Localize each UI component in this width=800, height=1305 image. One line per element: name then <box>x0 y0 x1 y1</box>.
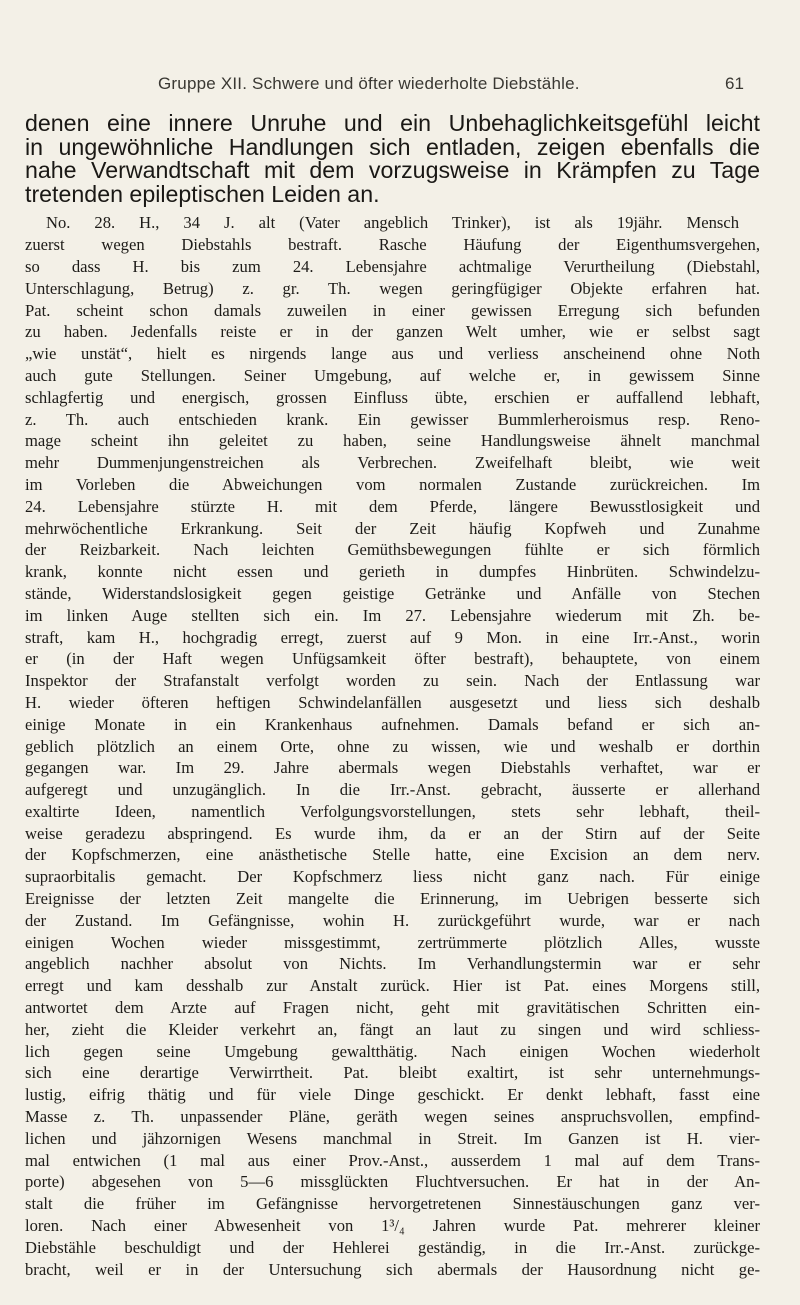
case-line: zu haben. Jedenfalls reiste er in der ganzen Welt umher, wie er selbst sagt <box>25 322 760 342</box>
case-line: loren. Nach einer Abwesenheit von 1³/₄ Jahren wurde Pat. mehrerer kleiner <box>25 1216 760 1236</box>
case-line: auch gute Stellungen. Seiner Umgebung, auf welche er, in gewissem Sinne <box>25 365 760 385</box>
lead-line: denen eine innere Unruhe und ein Unbehaglichkeitsgefühl leicht <box>25 110 760 136</box>
case-line: im Vorleben die Abweichungen vom normalen Zustande zurückreichen. Im <box>25 474 760 494</box>
running-title: Gruppe XII. Schwere und öfter wiederholte Diebstähle. <box>158 74 580 93</box>
lead-line: nahe Verwandtschaft mit dem vorzugsweise in Krämpfen zu Tage <box>25 157 760 184</box>
case-line: Unterschlagung, Betrug) z. gr. Th. wegen geringfügiger Objekte erfahren hat. <box>25 278 760 298</box>
case-line: her, zieht die Kleider verkehrt an, fängt an laut zu singen und wird schliess- <box>25 1019 760 1039</box>
case-line: schlagfertig und energisch, grossen Einfluss übte, erschien er auffallend lebhaft, <box>25 387 760 407</box>
case-line: mehr Dummenjungenstreichen als Verbrechen. Zweifelhaft bleibt, wie weit <box>25 453 760 473</box>
lead-paragraph <box>0 112 760 206</box>
case-line: einige Monate in ein Krankenhaus aufnehmen. Damals befand er sich an- <box>25 714 760 734</box>
case-line: exaltirte Ideen, namentlich Verfolgungsvorstellungen, stets sehr lebhaft, theil- <box>25 801 760 821</box>
case-line: mehrwöchentliche Erkrankung. Seit der Zeit häufig Kopfweh und Zunahme <box>25 518 760 538</box>
case-line: mal entwichen (1 mal aus einer Prov.-Anst., ausserdem 1 mal auf dem Trans- <box>25 1150 760 1170</box>
case-line: geblich plötzlich an einem Orte, ohne zu wissen, wie und weshalb er dorthin <box>25 736 760 756</box>
case-line: so dass H. bis zum 24. Lebensjahre achtmalige Verurtheilung (Diebstahl, <box>25 256 760 276</box>
lead-line: in ungewöhnliche Handlungen sich entladen, zeigen ebenfalls die <box>25 133 760 160</box>
case-line: Masse z. Th. unpassender Pläne, geräth wegen seines anspruchsvollen, empfind- <box>25 1107 760 1127</box>
case-line: weise geradezu abspringend. Es wurde ihm, da er an der Stirn auf der Seite <box>25 823 760 843</box>
case-line: gegangen war. Im 29. Jahre abermals wegen Diebstahls verhaftet, war er <box>25 758 760 778</box>
case-line: er (in der Haft wegen Unfügsamkeit öfter bestraft), behauptete, von einem <box>25 649 760 669</box>
case-line: No. 28. H., 34 J. alt (Vater angeblich Trinker), ist als 19jähr. Mensch <box>46 213 739 233</box>
lead-line: tretenden epileptischen Leiden an. <box>25 180 380 207</box>
case-line: stände, Widerstandslosigkeit gegen geistige Getränke und Anfälle von Stechen <box>25 583 760 603</box>
case-line: Inspektor der Strafanstalt verfolgt worden zu sein. Nach der Entlassung war <box>25 671 760 691</box>
case-line: porte) abgesehen von 5—6 missglückten Fluchtversuchen. Er hat in der An- <box>25 1172 760 1192</box>
case-line: stalt die früher im Gefängnisse hervorgetretenen Sinnestäuschungen ganz ver- <box>25 1194 760 1214</box>
case-line: lustig, eifrig thätig und für viele Dinge geschickt. Er denkt lebhaft, fasst eine <box>25 1085 760 1105</box>
case-line: 24. Lebensjahre stürzte H. mit dem Pferde, längere Bewusstlosigkeit und <box>25 496 760 516</box>
case-line: der Reizbarkeit. Nach leichten Gemüthsbewegungen fühlte er sich förmlich <box>25 540 760 560</box>
case-line: erregt und kam desshalb zur Anstalt zurück. Hier ist Pat. eines Morgens still, <box>25 976 760 996</box>
case-line: angeblich nachher absolut von Nichts. Im Verhandlungstermin war er sehr <box>25 954 760 974</box>
case-line: bracht, weil er in der Untersuchung sich abermals der Hausordnung nicht ge- <box>25 1259 760 1279</box>
case-line: der Zustand. Im Gefängnisse, wohin H. zurückgeführt wurde, war er nach <box>25 910 760 930</box>
case-line: sich eine derartige Verwirrtheit. Pat. bleibt exaltirt, ist sehr unternehmungs- <box>25 1063 760 1083</box>
page-number: 61 <box>725 74 744 93</box>
case-line: im linken Auge stellten sich ein. Im 27. Lebensjahre wiederum mit Zh. be- <box>25 605 760 625</box>
case-line: antwortet dem Arzte auf Fragen nicht, geht mit gravitätischen Schritten ein- <box>25 998 760 1018</box>
case-line: lich gegen seine Umgebung gewaltthätig. Nach einigen Wochen wiederholt <box>25 1041 760 1061</box>
case-line: Diebstähle beschuldigt und der Hehlerei geständig, in die Irr.-Anst. zurückge- <box>25 1237 760 1257</box>
case-line: Ereignisse der letzten Zeit mangelte die Erinnerung, im Uebrigen besserte sich <box>25 889 760 909</box>
case-report-paragraph <box>0 212 800 1280</box>
page-body <box>0 112 800 1280</box>
case-line: der Kopfschmerzen, eine anästhetische Stelle hatte, eine Excision an dem nerv. <box>25 845 760 865</box>
case-line: zuerst wegen Diebstahls bestraft. Rasche Häufung der Eigenthumsvergehen, <box>25 235 760 255</box>
case-line: Pat. scheint schon damals zuweilen in einer gewissen Erregung sich befunden <box>25 300 760 320</box>
case-line: „wie unstät“, hielt es nirgends lange aus und verliess anscheinend ohne Noth <box>25 344 760 364</box>
case-line: aufgeregt und unzugänglich. In die Irr.-Anst. gebracht, äusserte er allerhand <box>25 780 760 800</box>
case-line: supraorbitalis gemacht. Der Kopfschmerz liess nicht ganz nach. Für einige <box>25 867 760 887</box>
case-line: z. Th. auch entschieden krank. Ein gewisser Bummlerheroismus resp. Reno- <box>25 409 760 429</box>
case-line: krank, konnte nicht essen und gerieth in dumpfes Hinbrüten. Schwindelzu- <box>25 562 760 582</box>
case-line: H. wieder öfteren heftigen Schwindelanfällen ausgesetzt und liess sich deshalb <box>25 692 760 712</box>
case-line: straft, kam H., hochgradig erregt, zuerst auf 9 Mon. in eine Irr.-Anst., worin <box>25 627 760 647</box>
case-line: mage scheint ihn geleitet zu haben, seine Handlungsweise ähnelt manchmal <box>25 431 760 451</box>
case-line: einigen Wochen wieder missgestimmt, zertrümmerte plötzlich Alles, wusste <box>25 932 760 952</box>
case-line: lichen und jähzornigen Wesens manchmal in Streit. Im Ganzen ist H. vier- <box>25 1128 760 1148</box>
running-head <box>0 74 800 98</box>
